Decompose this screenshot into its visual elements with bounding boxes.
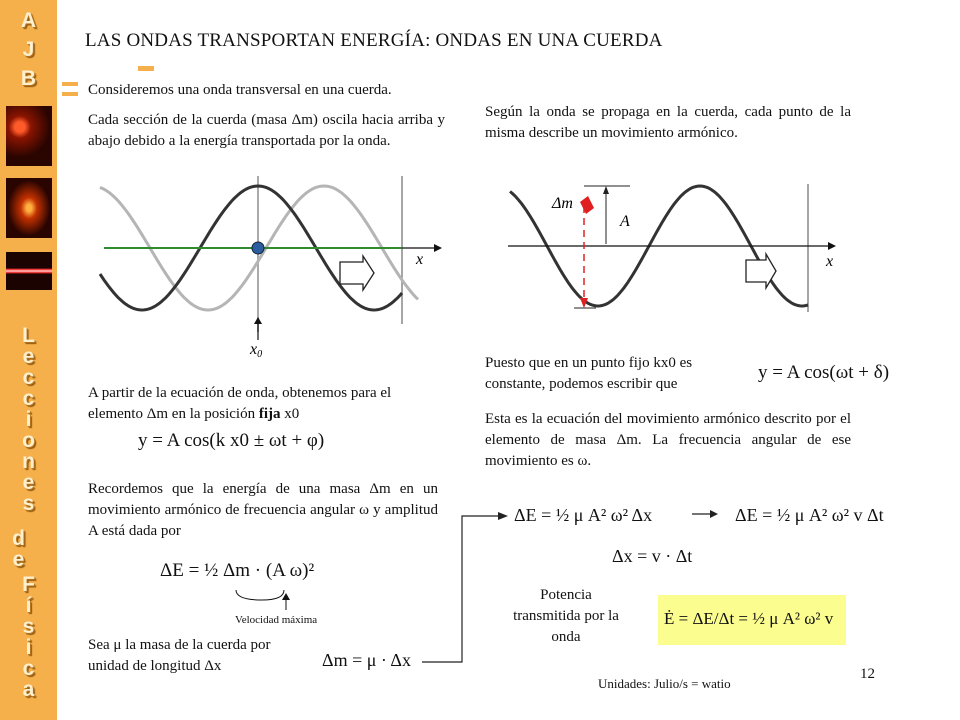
lab-photo-thumbnail-2 [6, 178, 52, 238]
page-number: 12 [860, 666, 875, 682]
vertical-letter: e [22, 471, 35, 494]
energy-per-length-equation: ΔE = ½ μ A² ω² Δx [514, 505, 653, 525]
decor-bar [62, 92, 78, 96]
linear-density-text: Sea μ la masa de la cuerda por unidad de longitud Δx [88, 637, 271, 674]
harmonic-text: Según la onda se propaga en la cuerda, cada punto de la misma describe un movimiento armónico. [485, 104, 851, 141]
logo-letter-b: B [20, 67, 37, 90]
connector-line [420, 500, 510, 670]
power-formula-box [658, 595, 846, 645]
amplitude-arrowhead [603, 186, 609, 194]
vertical-letter: í [25, 594, 32, 617]
lab-photo-thumbnail-1 [6, 106, 52, 166]
wave-equation: y = A cos(k x0 ± ωt + φ) [138, 430, 325, 451]
vertical-letter: i [25, 408, 32, 431]
intro-text: Consideremos una onda transversal en una cuerda. [88, 82, 392, 98]
x-axis-label: x [826, 253, 834, 270]
mass-element-label: Δm [552, 195, 573, 212]
vertical-letter: a [22, 678, 35, 701]
angular-frequency-text: Esta es la ecuación del movimiento armónico descrito por el elemento de masa Δm. La frecuencia angular de ese movimiento es ω. [485, 411, 851, 469]
logo-letter-j: J [22, 38, 35, 61]
wave-equation-text: A partir de la ecuación de onda, obtenemos para el elemento Δm en la posición fija x0 [88, 385, 392, 422]
vertical-letter: e [12, 548, 25, 571]
logo-letter-a: A [20, 9, 37, 32]
vertical-letter: c [22, 387, 35, 410]
fixed-point-text: Puesto que en un punto fijo kx0 es constante, podemos escribir que [485, 355, 693, 392]
page-title: LAS ONDAS TRANSPORTAN ENERGÍA: ONDAS EN UNA CUERDA [85, 30, 663, 51]
max-velocity-label: Velocidad máxima [235, 614, 318, 626]
vertical-letter: n [22, 450, 35, 473]
decor-bar [62, 82, 78, 86]
vertical-letter: s [22, 492, 35, 515]
vertical-letter: d [12, 527, 25, 550]
power-label: Potencia transmitida por la onda [513, 587, 619, 645]
vertical-letter: c [22, 657, 35, 680]
mass-element-dot [252, 242, 264, 254]
energy-equation: ΔE = ½ Δm · (A ω)² [160, 560, 315, 581]
x-axis-arrowhead [434, 244, 442, 252]
x0-pointer-head [254, 317, 262, 324]
wave-figure-2 [508, 180, 860, 320]
vertical-letter: F [22, 573, 35, 596]
propagation-arrow [340, 256, 374, 290]
velocity-bracket [230, 588, 300, 614]
oscillation-text: Cada sección de la cuerda (masa Δm) oscila hacia arriba y abajo debido a la energía transportada por la onda. [88, 112, 445, 149]
x-axis-label: x [416, 251, 424, 268]
vertical-letter: o [22, 429, 35, 452]
vertical-letter: s [22, 615, 35, 638]
wave-figure-1 [98, 172, 442, 358]
decor-bar [138, 66, 154, 71]
units-note: Unidades: Julio/s = watio [598, 676, 731, 691]
energy-text: Recordemos que la energía de una masa Δm en un movimiento armónico de frecuencia angular ω y amplitud A está dada por [88, 481, 438, 539]
sidebar [0, 0, 57, 720]
x0-label: x0 [250, 341, 263, 358]
mass-equation: Δm = μ · Δx [322, 650, 411, 670]
mass-element-marker [580, 196, 594, 214]
power-equation: Ė = ΔE/Δt = ½ μ A² ω² v [664, 609, 834, 628]
energy-per-time-equation: ΔE = ½ μ A² ω² v Δt [735, 505, 884, 525]
vertical-letter: i [25, 636, 32, 659]
shm-equation: y = A cos(ωt + δ) [758, 362, 890, 383]
vertical-letter: e [22, 345, 35, 368]
displacement-equation: Δx = v · Δt [612, 546, 693, 566]
implies-arrow [690, 506, 720, 522]
lab-photo-thumbnail-3 [6, 252, 52, 290]
vertical-letter: c [22, 366, 35, 389]
x-axis-arrowhead [828, 242, 836, 250]
amplitude-label: A [620, 213, 630, 230]
vertical-letter: L [22, 324, 35, 347]
